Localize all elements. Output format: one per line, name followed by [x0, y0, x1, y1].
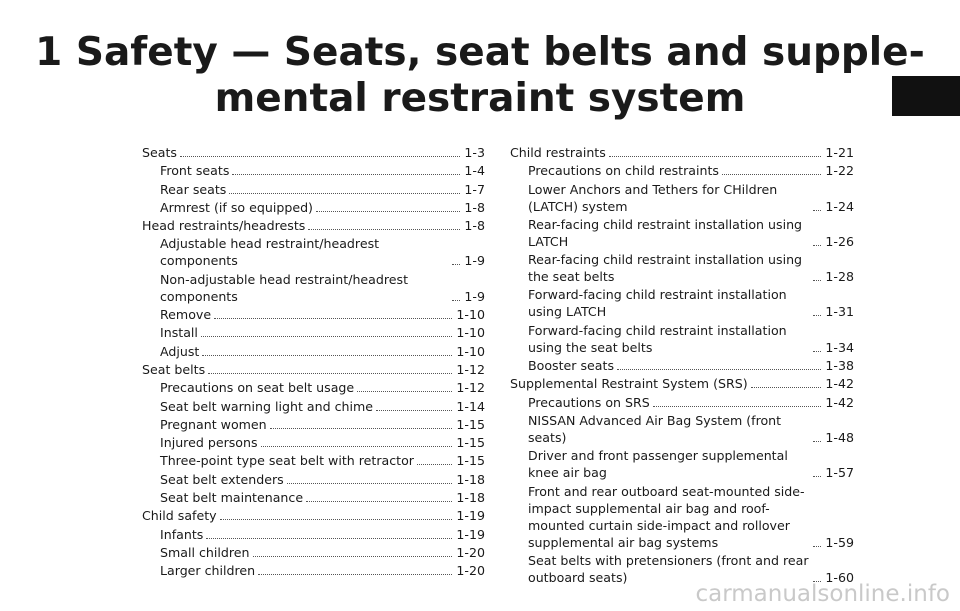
toc-dot-leader — [201, 336, 452, 337]
toc-entry-title: Pregnant women — [160, 416, 267, 432]
toc-dot-leader — [813, 315, 821, 316]
toc-entry-title: Seat belt maintenance — [160, 490, 304, 506]
toc-entry-title: Precautions on SRS — [528, 394, 650, 410]
toc-entry[interactable] — [142, 507, 485, 524]
toc-entry-title: Seat belts with pretensioners (front and rear outboard seats) — [528, 552, 809, 585]
toc-dot-leader — [813, 245, 821, 246]
toc-dot-leader — [452, 300, 460, 301]
toc-entry-page: 1-15 — [456, 435, 485, 451]
toc-entry-page: 1-10 — [456, 343, 485, 359]
toc-entry-title: Larger children — [160, 563, 256, 579]
toc-entry[interactable] — [142, 434, 485, 451]
toc-entry-title: Small children — [160, 544, 250, 560]
toc-entry-title: Seats — [142, 145, 177, 160]
toc-entry-page: 1-48 — [825, 429, 854, 445]
toc-entry-title: Driver and front passenger supplemental knee air bag — [528, 448, 788, 481]
toc-dot-leader — [214, 318, 452, 319]
toc-entry-title: Infants — [160, 526, 204, 542]
toc-entry-title: Three-point type seat belt with retractor — [160, 453, 414, 469]
toc-entry-page: 1-31 — [825, 304, 854, 320]
toc-column-right — [510, 144, 854, 587]
toc-dot-leader — [220, 519, 453, 520]
toc-dot-leader — [751, 387, 822, 388]
toc-entry-title: Forward-facing child restraint installation using LATCH — [528, 287, 787, 320]
toc-entry-page: 1-28 — [825, 269, 854, 285]
toc-entry-title: Front seats — [160, 163, 230, 179]
toc-entry-page: 1-19 — [456, 526, 485, 542]
toc-entry[interactable] — [510, 483, 854, 551]
watermark: carmanualsonline.info — [695, 581, 950, 607]
toc-entry[interactable] — [510, 216, 854, 250]
toc-entry-page: 1-38 — [825, 358, 854, 374]
chapter-tab — [892, 76, 960, 116]
toc-entry[interactable] — [142, 343, 485, 360]
toc-entry-title: Precautions on child restraints — [528, 163, 719, 179]
toc-dot-leader — [202, 355, 452, 356]
toc-entry[interactable] — [510, 251, 854, 285]
toc-entry-page: 1-21 — [825, 145, 854, 160]
toc-entry-page: 1-26 — [825, 233, 854, 249]
toc-entry-page: 1-10 — [456, 325, 485, 341]
toc-entry-title: Injured persons — [160, 435, 258, 451]
toc-entry[interactable] — [142, 379, 485, 396]
toc-entry[interactable] — [142, 398, 485, 415]
toc-entry[interactable] — [510, 322, 854, 356]
toc-dot-leader — [308, 229, 460, 230]
toc-entry[interactable] — [510, 144, 854, 161]
toc-entry-title: Rear-facing child restraint installation using the seat belts — [528, 252, 803, 285]
toc-entry-title: Child restraints — [510, 145, 606, 160]
toc-entry-page: 1-22 — [825, 163, 854, 179]
toc-dot-leader — [417, 464, 452, 465]
toc-entry-title: Lower Anchors and Tethers for CHildren (LATCH) system — [528, 181, 778, 214]
toc-entry-page: 1-10 — [456, 307, 485, 323]
toc-entry[interactable] — [142, 489, 485, 506]
toc-entry-page: 1-20 — [456, 544, 485, 560]
toc-entry-page: 1-9 — [464, 288, 485, 304]
toc-entry[interactable] — [142, 199, 485, 216]
toc-dot-leader — [722, 174, 821, 175]
toc-entry-title: Install — [160, 325, 198, 341]
toc-entry-title: NISSAN Advanced Air Bag System (front seats) — [528, 412, 782, 445]
page-title-line-2: mental restraint system — [214, 76, 746, 121]
toc-entry-page: 1-34 — [825, 339, 854, 355]
toc-entry-title: Non-adjustable head restraint/headrest components — [160, 271, 409, 304]
toc-entry[interactable] — [142, 562, 485, 579]
toc-dot-leader — [813, 210, 821, 211]
page-title-line-1: 1 Safety — Seats, seat belts and supple- — [35, 30, 925, 75]
toc-dot-leader — [206, 538, 452, 539]
toc-entry[interactable] — [142, 162, 485, 179]
toc-entry-title: Rear-facing child restraint installation using LATCH — [528, 216, 803, 249]
toc-entry-page: 1-12 — [456, 380, 485, 396]
toc-entry[interactable] — [510, 394, 854, 411]
toc-dot-leader — [813, 476, 821, 477]
toc-entry-page: 1-18 — [456, 471, 485, 487]
toc-entry-title: Seat belt warning light and chime — [160, 398, 374, 414]
toc-entry[interactable] — [142, 181, 485, 198]
toc-entry-page: 1-9 — [464, 253, 485, 269]
toc-dot-leader — [208, 373, 452, 374]
toc-entry-page: 1-59 — [825, 534, 854, 550]
toc-dot-leader — [452, 264, 460, 265]
toc-entry[interactable] — [510, 357, 854, 374]
toc-entry[interactable] — [510, 162, 854, 179]
toc-entry[interactable] — [142, 235, 485, 269]
toc-dot-leader — [357, 391, 452, 392]
toc-entry-page: 1-18 — [456, 490, 485, 506]
toc-dot-leader — [306, 501, 452, 502]
toc-entry[interactable] — [142, 361, 485, 378]
toc-entry-title: Head restraints/headrests — [142, 218, 306, 234]
toc-dot-leader — [813, 280, 821, 281]
toc-entry-title: Booster seats — [528, 358, 615, 374]
toc-entry[interactable] — [142, 452, 485, 469]
toc-entry-title: Precautions on seat belt usage — [160, 380, 355, 396]
toc-entry[interactable] — [142, 144, 485, 161]
toc-entry[interactable] — [142, 217, 485, 234]
toc-entry-title: Seat belts — [142, 361, 206, 377]
toc-entry-title: Adjust — [160, 343, 200, 359]
toc-entry[interactable] — [510, 181, 854, 215]
toc-entry[interactable] — [510, 447, 854, 481]
toc-entry-page: 1-20 — [456, 563, 485, 579]
toc-entry[interactable] — [510, 286, 854, 320]
toc-dot-leader — [813, 546, 821, 547]
toc-dot-leader — [813, 351, 821, 352]
toc-dot-leader — [617, 369, 821, 370]
toc-entry[interactable] — [142, 471, 485, 488]
toc-entry-title: Front and rear outboard seat-mounted side-impact supplemental air bag and roof-mounted curtain side-impact and rollover supplemental air bag systems — [528, 483, 805, 550]
toc-dot-leader — [229, 193, 460, 194]
toc-entry-title: Supplemental Restraint System (SRS) — [510, 376, 748, 392]
toc-entry-title: Remove — [160, 307, 212, 323]
toc-dot-leader — [376, 410, 452, 411]
toc-entry-title: Rear seats — [160, 181, 227, 197]
page-title — [0, 30, 960, 122]
toc-entry-page: 1-19 — [456, 508, 485, 524]
toc-entry-title: Forward-facing child restraint installation using the seat belts — [528, 322, 787, 355]
toc-entry-page: 1-8 — [464, 218, 485, 234]
toc-entry-page: 1-14 — [456, 398, 485, 414]
toc-entry-page: 1-7 — [464, 181, 485, 197]
toc-entry-page: 1-15 — [456, 416, 485, 432]
toc-dot-leader — [253, 556, 453, 557]
toc-dot-leader — [813, 441, 821, 442]
toc-entry-page: 1-15 — [456, 453, 485, 469]
toc-column-left — [142, 144, 485, 581]
toc-entry-page: 1-4 — [464, 163, 485, 179]
toc-entry-title: Adjustable head restraint/headrest components — [160, 236, 380, 269]
toc-entry-page: 1-57 — [825, 465, 854, 481]
toc-entry-page: 1-42 — [825, 376, 854, 392]
toc-entry-title: Seat belt extenders — [160, 471, 284, 487]
toc-entry-title: Child safety — [142, 508, 217, 524]
toc-entry[interactable] — [510, 412, 854, 446]
toc-entry-page: 1-8 — [464, 199, 485, 215]
toc-entry-page: 1-60 — [825, 569, 854, 585]
toc-entry[interactable] — [142, 271, 485, 305]
toc-dot-leader — [261, 446, 453, 447]
toc-entry[interactable] — [510, 375, 854, 392]
toc-dot-leader — [609, 156, 822, 157]
toc-entry-title: Armrest (if so equipped) — [160, 199, 313, 215]
toc-entry-page: 1-42 — [825, 394, 854, 410]
toc-dot-leader — [258, 574, 452, 575]
toc-entry-page: 1-24 — [825, 198, 854, 214]
toc-entry[interactable] — [142, 416, 485, 433]
toc-dot-leader — [316, 211, 460, 212]
toc-dot-leader — [287, 483, 453, 484]
toc-dot-leader — [232, 174, 460, 175]
toc-dot-leader — [653, 406, 822, 407]
toc-entry[interactable] — [142, 526, 485, 543]
toc-entry[interactable] — [142, 324, 485, 341]
toc-entry-page: 1-12 — [456, 361, 485, 377]
toc-entry[interactable] — [142, 544, 485, 561]
toc-entry[interactable] — [142, 306, 485, 323]
toc-dot-leader — [180, 156, 460, 157]
toc-entry-page: 1-3 — [464, 145, 485, 160]
toc-dot-leader — [270, 428, 453, 429]
